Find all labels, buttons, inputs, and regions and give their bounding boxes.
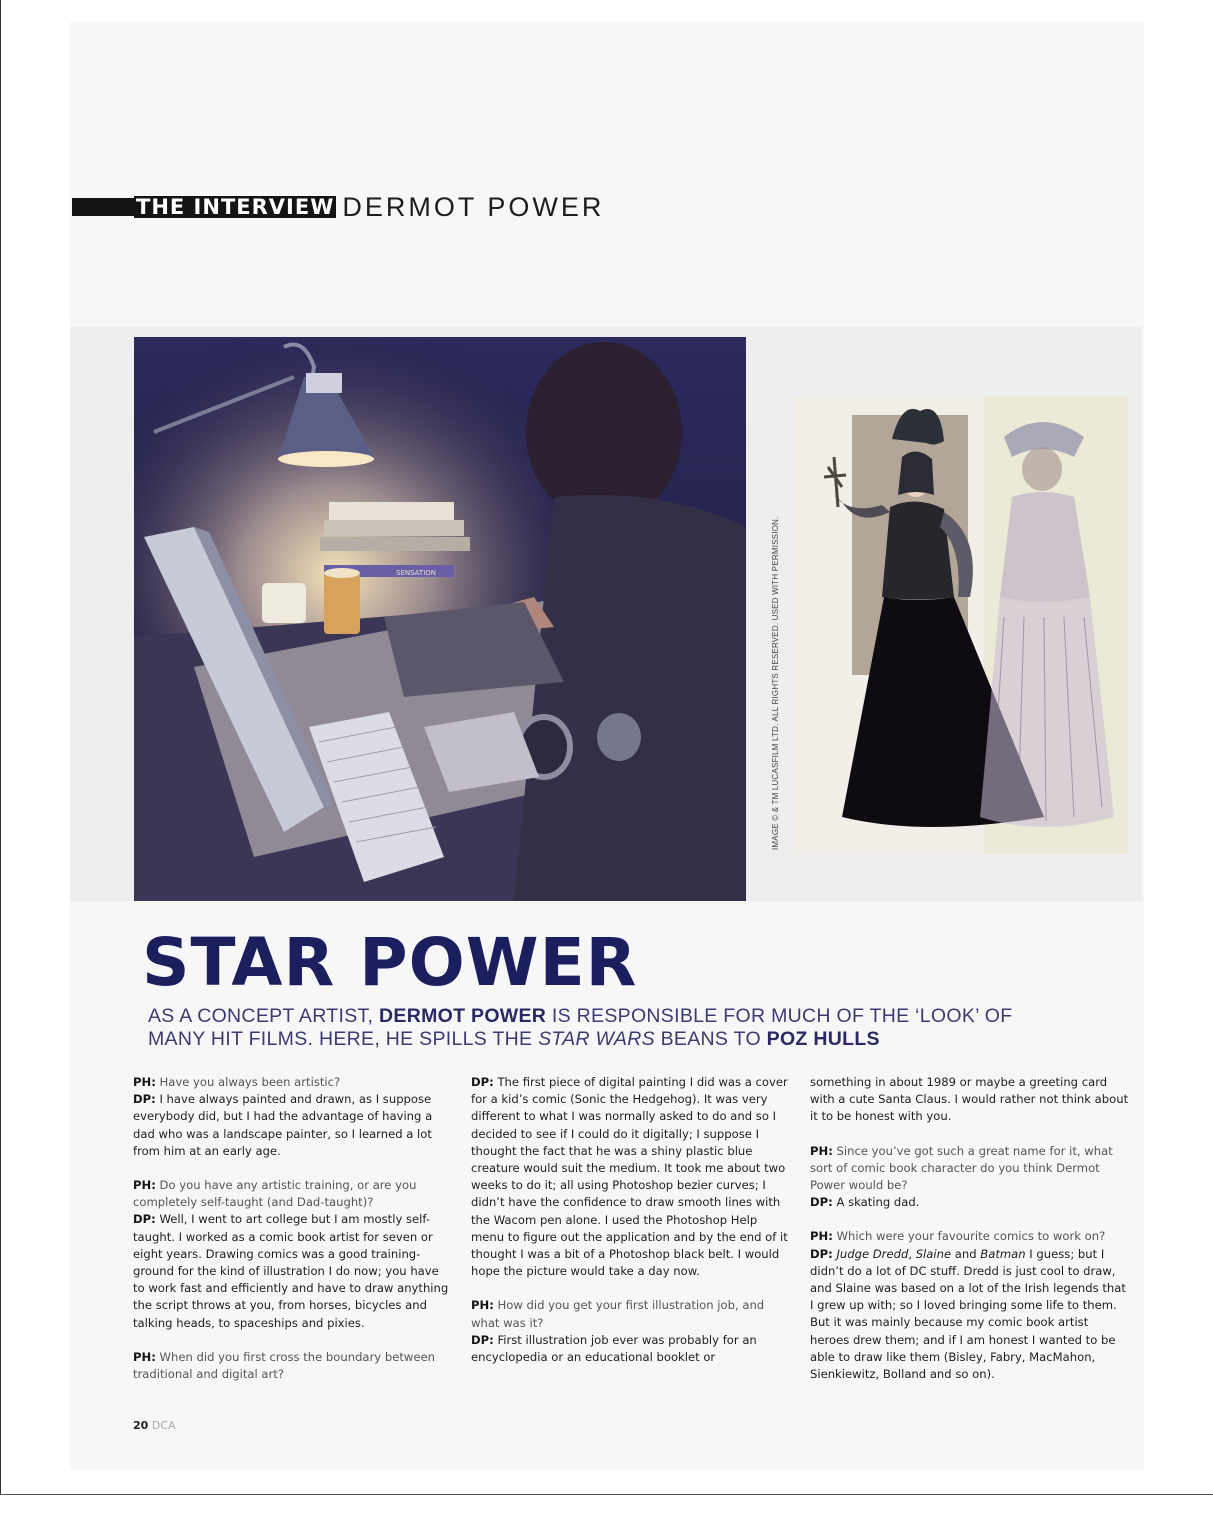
costume-design-illustration	[794, 397, 1128, 854]
question-text: Do you have any artistic training, or are you completely self-taught (and Dad-taught)?	[133, 1178, 417, 1210]
interviewer-label: PH:	[133, 1349, 156, 1364]
interviewee-label: DP:	[133, 1212, 156, 1227]
answer-text: First illustration job ever was probably for an encyclopedia or an educational booklet or	[471, 1332, 757, 1365]
interviewee-label: DP:	[471, 1332, 494, 1347]
interviewee-label: DP:	[471, 1075, 494, 1089]
concept-art-sketch	[794, 397, 1128, 854]
answer-text: Well, I went to art college but I am mostly self-taught. I worked as a comic book artist for seven or eight years. Drawing comics was a good training-ground for the kind of illustration I do now; you have to work fast and efficiently and have to draw anything the script throws at you, from horses, bicycles and talking heads, to spaceships and pixies.	[133, 1212, 449, 1330]
answer	[133, 1212, 448, 1329]
magazine-name: DCA	[151, 1419, 176, 1432]
header-bar	[72, 198, 134, 216]
comic-title: Batman	[980, 1246, 1026, 1261]
interviewee-label: DP:	[810, 1246, 833, 1261]
page-number: 20	[133, 1419, 149, 1432]
question	[471, 1298, 764, 1329]
answer-text: and	[951, 1246, 981, 1261]
interviewee-label: DP:	[810, 1195, 833, 1210]
folio	[133, 1419, 176, 1432]
mug-text: SENSATION	[396, 569, 437, 577]
question-text: Since you’ve got such a great name for it, what sort of comic book character do you think Dermot Power would be?	[810, 1143, 1113, 1193]
answer-text: I guess; but I didn’t do a lot of DC stuff. Dredd is just cool to draw, and Slaine was based on a lot of the Irish legends that I grew up with; so I loved bringing some life to them. But it was mainly because my comic book artist heroes drew them; and if I am honest I wanted to be able to draw like them (Bisley, Fabry, MacMahon, Sienkiewitz, Bolland and so on).	[810, 1246, 1126, 1382]
interview-exchange	[471, 1297, 791, 1366]
image-credit: IMAGE © & TM LUCASFILM LTD. ALL RIGHTS RESERVED. USED WITH PERMISSION.	[771, 516, 780, 850]
text-column-1	[133, 1074, 453, 1400]
text-column-2	[471, 1074, 791, 1383]
answer-text: A skating dad.	[836, 1195, 920, 1210]
interviewer-label: PH:	[133, 1178, 156, 1193]
answer-text: The first piece of digital painting I did was a cover for a kid’s comic (Sonic the Hedgehog). It was very different to what I was normally asked to do and so I decided to see if I could do it digitally; I suppose I thought the fact that he was a shiny plastic blue creature would suit the medium. It took me about two weeks to do it; all using Photoshop bezier curves; I didn’t have the confidence to draw smooth lines with the Wacom pen alone. I used the Photoshop Help menu to figure out the application and by the end of it thought I was a bit of a Photoshop black belt. I would hope the picture would take a day now.	[471, 1075, 788, 1279]
section-header	[72, 193, 604, 221]
question-text: Which were your favourite comics to work on?	[836, 1229, 1106, 1244]
answer-text: I have always painted and drawn, as I suppose everybody did, but I had the advantage of having a dad who was a landscape painter, so I learned a lot from him at an early age.	[133, 1092, 433, 1158]
question-text: When did you first cross the boundary between traditional and digital art?	[133, 1349, 435, 1382]
standfirst-text: IS RESPONSIBLE FOR MUCH OF THE ‘LOOK’ OF MANY HIT FILMS. HERE, HE SPILLS THE	[148, 1005, 1013, 1050]
question-text: How did you get your first illustration job, and what was it?	[471, 1298, 765, 1330]
page-edge-left	[0, 0, 1, 1495]
standfirst-text: AS A CONCEPT ARTIST,	[148, 1005, 379, 1027]
answer	[471, 1333, 757, 1364]
comic-title: Slaine	[915, 1246, 952, 1261]
artist-at-desk-illustration	[134, 337, 746, 901]
question	[133, 1350, 435, 1381]
text-column-3	[810, 1074, 1130, 1400]
answer	[810, 1195, 919, 1209]
question	[133, 1178, 416, 1209]
question	[133, 1075, 340, 1089]
interviewer-label: PH:	[810, 1229, 833, 1244]
answer-text: ,	[908, 1246, 916, 1261]
interview-exchange	[810, 1228, 1130, 1383]
standfirst-text: BEANS TO	[654, 1028, 767, 1050]
interview-exchange	[810, 1074, 1130, 1126]
interviewee-label: DP:	[133, 1092, 156, 1107]
interviewer-label: PH:	[133, 1075, 156, 1089]
page-edge-bottom	[0, 1494, 1213, 1495]
interview-exchange	[133, 1074, 453, 1160]
headline: STAR POWER	[142, 924, 638, 1001]
question	[810, 1144, 1113, 1192]
interviewer-label: PH:	[471, 1298, 494, 1313]
standfirst-author: POZ HULLS	[766, 1028, 880, 1050]
interview-exchange	[133, 1349, 453, 1383]
answer	[471, 1075, 788, 1278]
interview-exchange	[471, 1074, 791, 1280]
question-text: Have you always been artistic?	[159, 1075, 341, 1089]
answer	[133, 1092, 432, 1158]
standfirst	[148, 1005, 1028, 1051]
interview-exchange	[810, 1143, 1130, 1212]
artist-photo	[134, 337, 746, 901]
answer	[810, 1247, 1126, 1381]
answer-continued: something in about 1989 or maybe a greeting card with a cute Santa Claus. I would rather not think about it to be honest with you.	[810, 1075, 1129, 1124]
standfirst-film-title: STAR WARS	[538, 1028, 655, 1050]
interview-subject: DERMOT POWER	[342, 191, 605, 222]
comic-title: Judge Dredd	[836, 1246, 909, 1261]
interview-exchange	[133, 1177, 453, 1332]
interviewer-label: PH:	[810, 1143, 833, 1158]
section-tag: THE INTERVIEW	[136, 195, 335, 219]
standfirst-subject-name: DERMOT POWER	[379, 1005, 547, 1027]
question	[810, 1229, 1105, 1243]
